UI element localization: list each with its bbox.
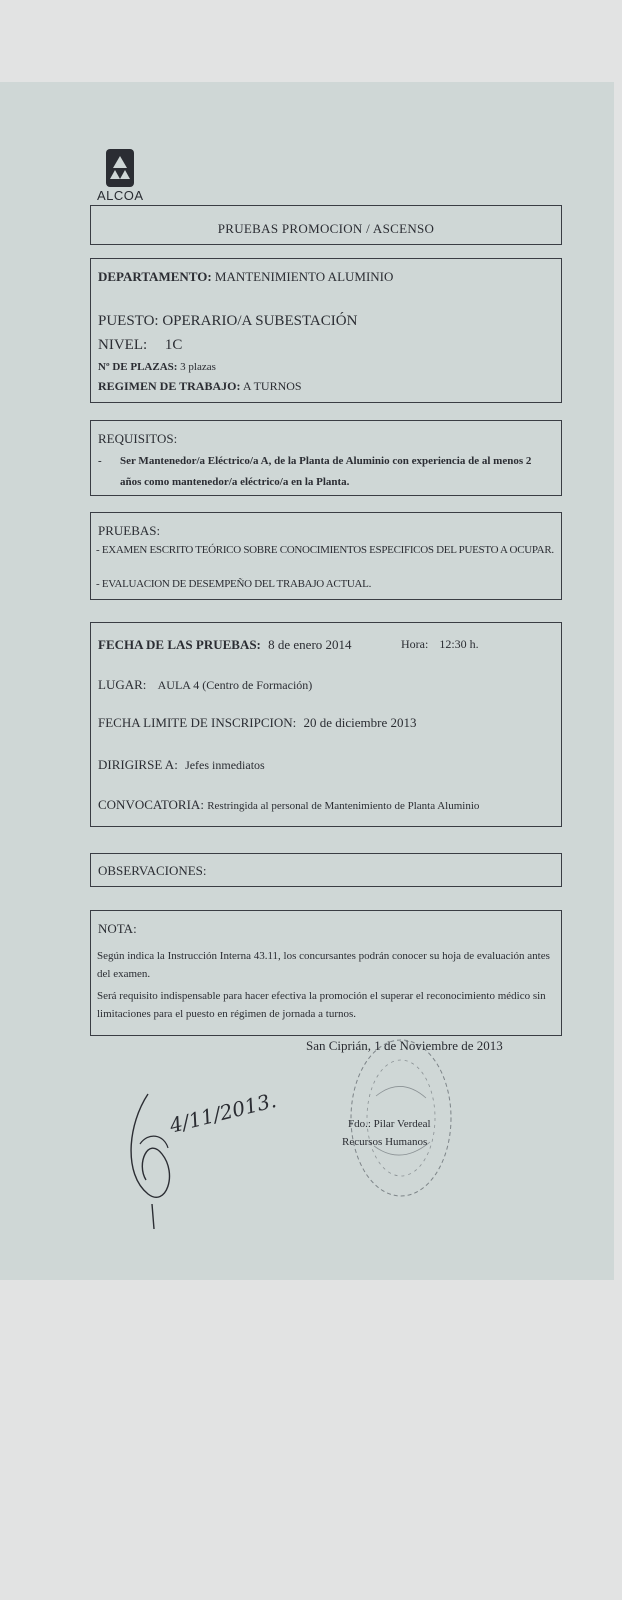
deadline-row [98,715,417,731]
department-row [98,269,393,285]
time-row [401,637,479,652]
observations-heading: OBSERVACIONES: [98,863,207,878]
contact-row [98,757,265,773]
signer-department: Recursos Humanos [342,1136,428,1148]
requirement-text: Ser Mantenedor/a Eléctrico/a A, de la Planta de Aluminio con experiencia de al menos 2 años como mantenedor/a eléctrico/a en la Planta. [120,455,532,488]
position-value: OPERARIO/A SUBESTACIÓN [162,313,358,329]
place-label: LUGAR: [98,677,147,692]
place-value: AULA 4 (Centro de Formación) [157,678,313,692]
contact-value: Jefes inmediatos [185,758,265,772]
page-title: PRUEBAS PROMOCION / ASCENSO [217,221,435,236]
observations-box [90,853,562,887]
call-value: Restringida al personal de Mantenimiento de Planta Aluminio [207,800,480,812]
deadline-value: 20 de diciembre 2013 [303,715,417,730]
handwritten-date: 4/11/2013. [167,1088,279,1138]
requirements-heading: REQUISITOS: [98,431,178,446]
date-row [98,637,352,653]
title-box [90,205,562,245]
place-row [98,677,312,693]
test-item-1: - EXAMEN ESCRITO TEÓRICO SOBRE CONOCIMIENTOS ESPECIFICOS DEL PUESTO A OCUPAR. [96,544,554,556]
position-label: PUESTO: [98,313,159,329]
bullet-dash: - [98,455,102,467]
regime-label: REGIMEN DE TRABAJO: [98,379,241,393]
signature-area [290,1036,520,1216]
level-row [98,337,182,354]
place-date: San Ciprián, 1 de Noviembre de 2013 [306,1038,503,1053]
regime-row [98,379,302,394]
call-row [98,797,479,813]
level-value: 1C [164,337,183,353]
job-details-box [90,258,562,403]
time-value: 12:30 h. [439,637,479,651]
date-value: 8 de enero 2014 [268,637,352,652]
requirements-box [90,420,562,496]
contact-label: DIRIGIRSE A: [98,757,178,772]
tests-box [90,512,562,600]
test-item-2: - EVALUACION DE DESEMPEÑO DEL TRABAJO ACTUAL. [96,578,372,590]
handwritten-signature [118,1084,278,1234]
regime-value: A TURNOS [242,379,302,393]
level-label: NIVEL: [98,337,148,353]
department-value: MANTENIMIENTO ALUMINIO [214,269,394,284]
note-paragraph-1: Según indica la Instrucción Interna 43.11, los concursantes podrán conocer su hoja de evaluación antes del examen. [97,950,550,980]
position-row [98,313,357,330]
department-label: DEPARTAMENTO: [98,269,212,284]
note-heading: NOTA: [98,921,137,936]
alcoa-logo-icon [105,148,135,188]
logo-text: ALCOA [97,188,144,203]
call-label: CONVOCATORIA: [98,797,204,812]
time-label: Hora: [401,637,429,651]
schedule-box [90,622,562,827]
places-value: 3 plazas [180,361,216,373]
deadline-label: FECHA LIMITE DE INSCRIPCION: [98,715,297,730]
places-label: Nº DE PLAZAS: [98,361,178,373]
date-label: FECHA DE LAS PRUEBAS: [98,637,261,652]
note-box [90,910,562,1036]
note-paragraph-2: Será requisito indispensable para hacer efectiva la promoción el superar el reconocimiento médico sin limitaciones para el puesto en régimen de jornada a turnos. [97,990,546,1020]
tests-heading: PRUEBAS: [98,523,161,538]
places-row [98,361,216,373]
signed-by: Fdo.: Pilar Verdeal [348,1118,431,1130]
